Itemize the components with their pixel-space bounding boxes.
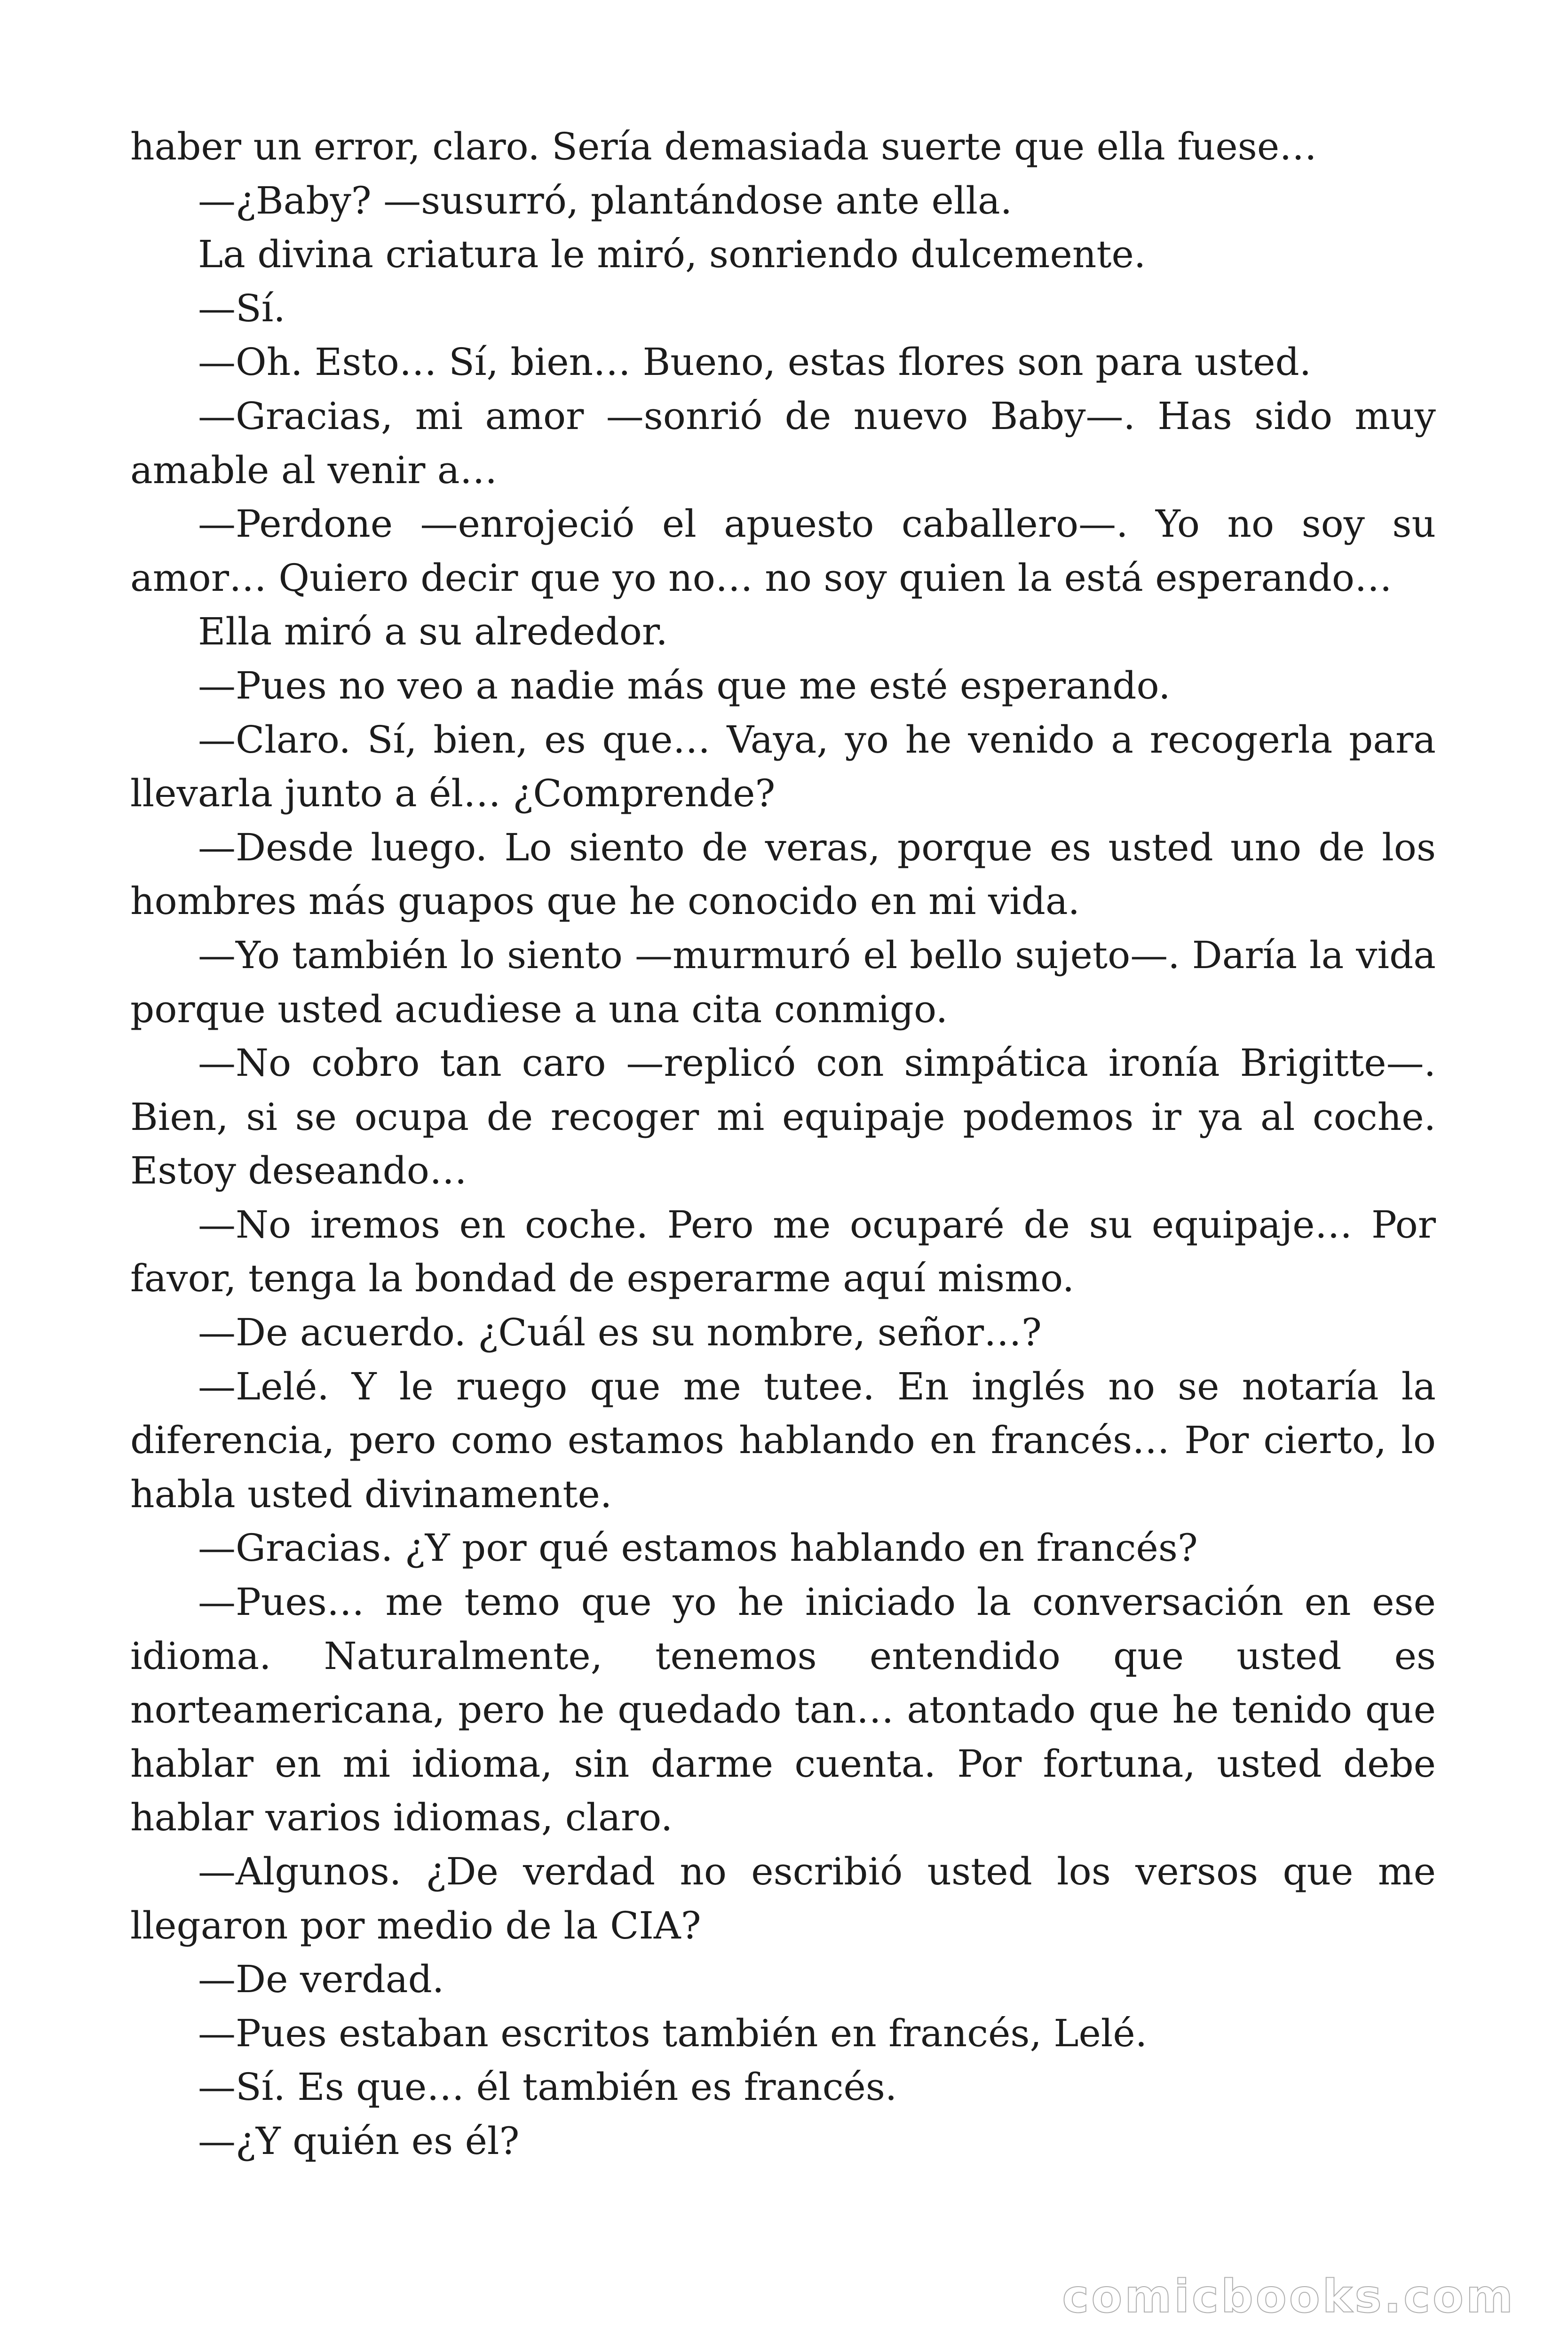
paragraph-6: —Perdone —enrojeció el apuesto caballero—. Yo no soy su amor… Quiero decir que yo no… no soy quien la está esperando… — [130, 502, 1436, 600]
paragraph-13: —No iremos en coche. Pero me ocuparé de su equipaje… Por favor, tenga la bondad de esperarme aquí mismo. — [130, 1202, 1436, 1301]
paragraph-5: —Gracias, mi amor —sonrió de nuevo Baby—. Has sido muy amable al venir a… — [130, 394, 1436, 492]
paragraph-15: —Lelé. Y le ruego que me tutee. En inglés no se notaría la diferencia, pero como estamos hablando en francés… Por cierto, lo habla usted divinamente. — [130, 1364, 1436, 1516]
paragraph-14: —De acuerdo. ¿Cuál es su nombre, señor…? — [198, 1311, 1042, 1355]
paragraph-12: —No cobro tan caro —replicó con simpática ironía Brigitte—. Bien, si se ocupa de recoger mi equipaje podemos ir ya al coche. Estoy deseando… — [130, 1041, 1436, 1193]
paragraph-16: —Gracias. ¿Y por qué estamos hablando en francés? — [198, 1526, 1198, 1570]
paragraph-9: —Claro. Sí, bien, es que… Vaya, yo he venido a recogerla para llevarla junto a él… ¿Comprende? — [130, 717, 1436, 816]
paragraph-1: —¿Baby? —susurró, plantándose ante ella. — [198, 178, 1013, 222]
paragraph-8: —Pues no veo a nadie más que me esté esperando. — [198, 663, 1171, 707]
paragraph-11: —Yo también lo siento —murmuró el bello sujeto—. Daría la vida porque usted acudiese a una cita conmigo. — [130, 933, 1436, 1031]
paragraph-0: haber un error, claro. Sería demasiada suerte que ella fuese… — [130, 125, 1317, 168]
book-page-text — [130, 120, 1436, 2169]
paragraph-21: —Sí. Es que… él también es francés. — [198, 2065, 897, 2109]
paragraph-17: —Pues… me temo que yo he iniciado la conversación en ese idioma. Naturalmente, tenemos entendido que usted es norteamericana, pero he quedado tan… atontado que he tenido que hablar en mi idioma, sin darme cuenta. Por fortuna, usted debe hablar varios idiomas, claro. — [130, 1580, 1436, 1840]
paragraph-19: —De verdad. — [198, 1957, 444, 2002]
paragraph-4: —Oh. Esto… Sí, bien… Bueno, estas flores son para usted. — [198, 340, 1312, 384]
paragraph-18: —Algunos. ¿De verdad no escribió usted los versos que me llegaron por medio de la CIA? — [130, 1850, 1436, 1947]
watermark: comicbooks.com — [1062, 2270, 1515, 2323]
paragraph-2: La divina criatura le miró, sonriendo dulcemente. — [198, 232, 1146, 277]
paragraph-22: —¿Y quién es él? — [198, 2119, 520, 2163]
paragraph-10: —Desde luego. Lo siento de veras, porque es usted uno de los hombres más guapos que he conocido en mi vida. — [130, 825, 1436, 923]
paragraph-3: —Sí. — [198, 286, 285, 330]
paragraph-20: —Pues estaban escritos también en francés, Lelé. — [198, 2011, 1148, 2055]
paragraph-7: Ella miró a su alrededor. — [198, 610, 668, 654]
